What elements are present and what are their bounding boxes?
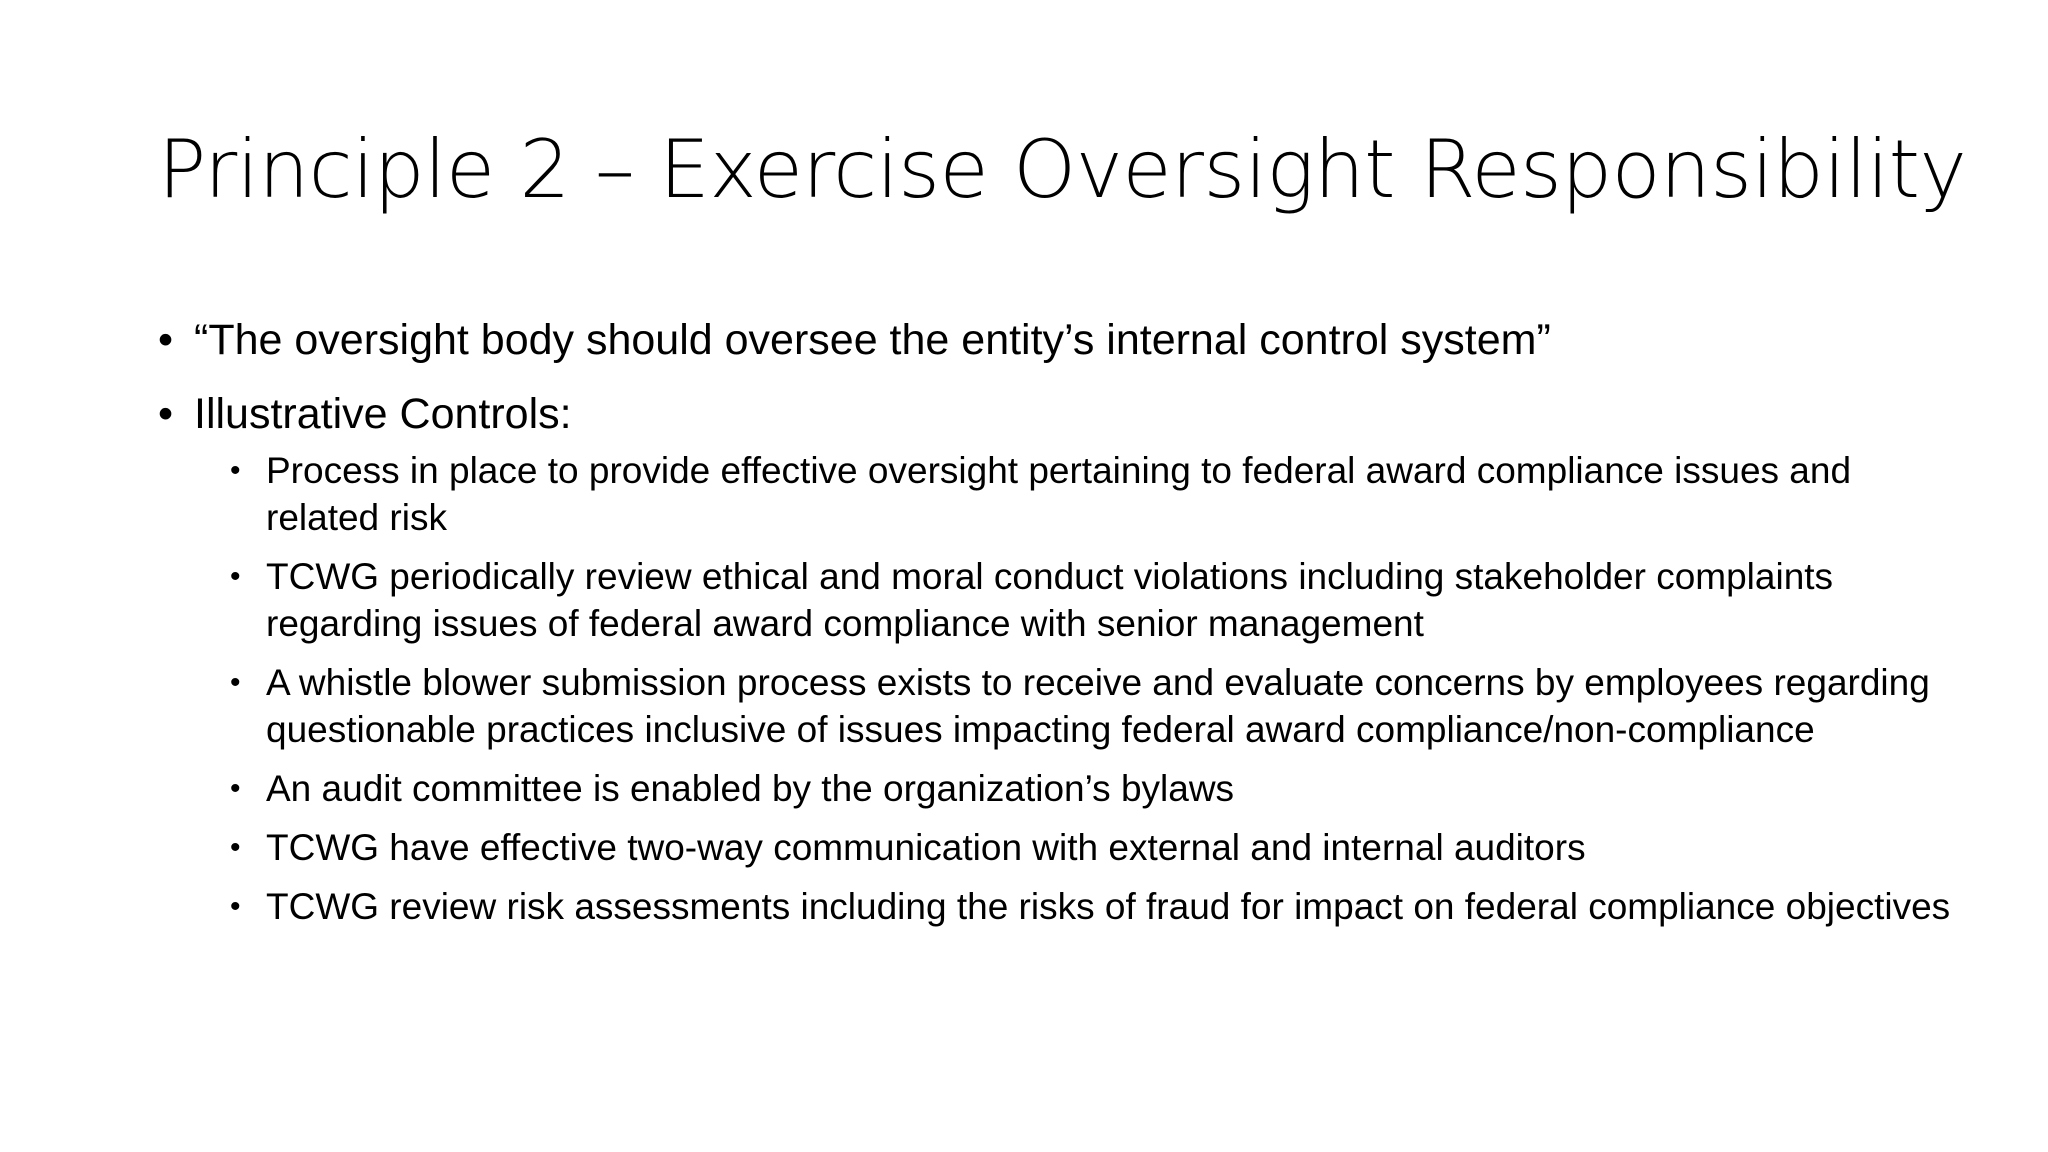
list-item: [230, 824, 1956, 871]
bullet-icon: •: [230, 772, 241, 805]
bullet-icon: •: [230, 454, 241, 487]
list-item: [230, 883, 1956, 930]
list-item: [230, 659, 1956, 753]
bullet-icon: •: [230, 890, 241, 923]
slide-body: [158, 315, 1951, 942]
slide-title: Principle 2 – Exercise Oversight Responsibility: [158, 123, 1967, 216]
list-item-text: TCWG have effective two-way communication with external and internal auditors: [266, 827, 1586, 868]
list-item-text: Process in place to provide effective oversight pertaining to federal award compliance issues and related risk: [266, 450, 1852, 538]
bullet-quote: [158, 315, 1918, 365]
list-item: [230, 553, 1956, 647]
bullet-icon: •: [158, 390, 174, 438]
bullet-illustrative-controls: [158, 389, 1918, 439]
bullet-icon: •: [158, 316, 174, 364]
illustrative-controls-list: [158, 447, 1951, 930]
list-item-text: A whistle blower submission process exists to receive and evaluate concerns by employees regarding questionable practices inclusive of issues impacting federal award compliance/non-compliance: [266, 662, 1930, 750]
list-item: [230, 765, 1956, 812]
bullet-icon: •: [230, 560, 241, 593]
bullet-icon: •: [230, 831, 241, 864]
list-item: [230, 447, 1956, 541]
bullet-icon: •: [230, 666, 241, 699]
list-item-text: An audit committee is enabled by the organization’s bylaws: [266, 768, 1235, 809]
bullet-text: Illustrative Controls:: [194, 390, 572, 438]
list-item-text: TCWG review risk assessments including the risks of fraud for impact on federal compliance objectives: [266, 886, 1951, 927]
list-item-text: TCWG periodically review ethical and moral conduct violations including stakeholder complaints regarding issues of federal award compliance with senior management: [266, 556, 1834, 644]
bullet-text: “The oversight body should oversee the entity’s internal control system”: [194, 316, 1551, 364]
